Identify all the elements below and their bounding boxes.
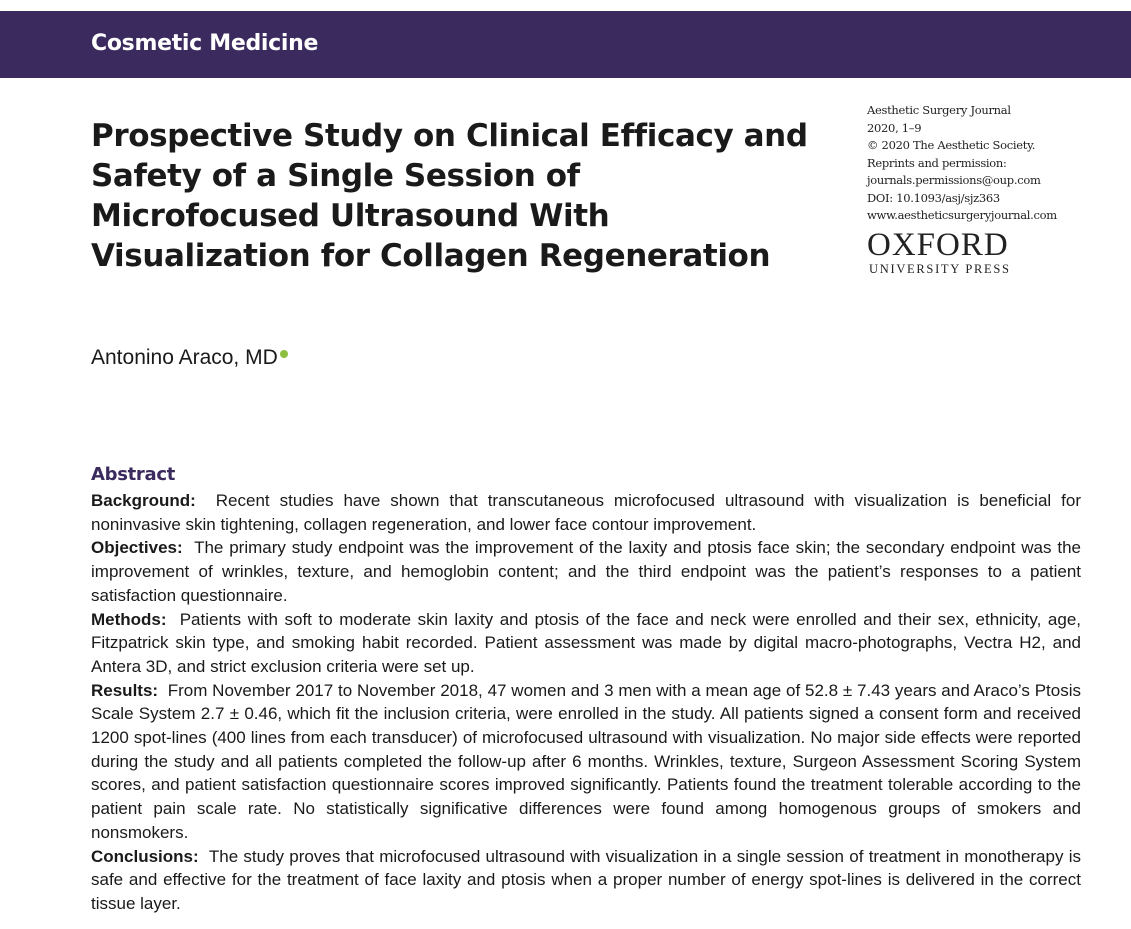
orcid-icon[interactable] [280, 350, 288, 358]
abstract-heading: Abstract [91, 464, 176, 485]
objectives-text: The primary study endpoint was the improvement of the laxity and ptosis face skin; the secondary endpoint was the improvement of wrinkles, texture, and hemoglobin content; and the third endpoint was the patient’s responses to a patient satisfaction questionnaire. [91, 538, 1082, 605]
journal-website[interactable]: www.aestheticsurgeryjournal.com [867, 208, 1057, 222]
results-label: Results: [91, 680, 159, 700]
oxford-logo [867, 228, 1037, 276]
background-text: Recent studies have shown that transcutaneous microfocused ultrasound with visualization is beneficial for noninvasive skin tightening, collagen regeneration, and lower face contour improvement. [91, 491, 1081, 534]
journal-info [867, 102, 1107, 225]
author-line [91, 346, 288, 370]
methods-label: Methods: [91, 609, 167, 629]
abstract-background [91, 489, 1081, 536]
abstract-methods [91, 608, 1081, 679]
article-title: Prospective Study on Clinical Efficacy and Safety of a Single Session of Microfocused Ultrasound With Visualization for Collagen Regeneration [91, 118, 808, 274]
copyright-notice: © 2020 The Aesthetic Society. [867, 138, 1036, 152]
objectives-label: Objectives: [91, 538, 183, 558]
abstract-objectives [91, 536, 1081, 607]
author-name: Antonino Araco, MD [91, 346, 278, 369]
section-banner [0, 11, 1131, 78]
doi[interactable]: DOI: 10.1093/asj/sjz363 [867, 190, 1000, 205]
conclusions-label: Conclusions: [91, 846, 199, 866]
abstract-results [91, 679, 1081, 845]
publisher-subtitle: UNIVERSITY PRESS [869, 262, 1011, 276]
publisher-name: OXFORD [867, 227, 1009, 263]
conclusions-text: The study proves that microfocused ultrasound with visualization in a single session of treatment in monotherapy is safe and effective for the treatment of face laxity and ptosis when a proper number of energy spot-lines is delivered in the correct tissue layer. [91, 846, 1081, 913]
abstract-conclusions [91, 845, 1081, 916]
background-label: Background: [91, 491, 196, 510]
journal-issue: 2020, 1–9 [867, 120, 922, 135]
abstract-body [91, 489, 1081, 916]
results-text: From November 2017 to November 2018, 47 women and 3 men with a mean age of 52.8 ± 7.43 years and Araco’s Ptosis Scale System 2.7 ± 0.46, which fit the inclusion criteria, were enrolled in the study. All patients signed a consent form and received 1200 spot-lines (400 lines from each transducer) of microfocused ultrasound with visualization. No major side effects were reported during the study and all patients completed the follow-up after 6 months. Wrinkles, texture, Surgeon Assessment Scoring System scores, and patient satisfaction questionnaire scores improved significantly. Patients found the treatment tolerable according to the patient pain scale rate. No statistically significative differences were found among homogenous groups of smokers and nonsmokers. [91, 680, 1082, 842]
journal-name: Aesthetic Surgery Journal [867, 103, 1011, 117]
reprints-label: Reprints and permission: [867, 155, 1007, 170]
page-top-margin [0, 0, 1131, 11]
methods-text: Patients with soft to moderate skin laxity and ptosis of the face and neck were enrolled and their sex, ethnicity, age, Fitzpatrick skin type, and smoking habit recorded. Patient assessment was made by digital macro-photographs, Vectra H2, and Antera 3D, and strict exclusion criteria were set up. [91, 609, 1082, 676]
permissions-email[interactable]: journals.permissions@oup.com [867, 173, 1041, 187]
section-label: Cosmetic Medicine [91, 31, 319, 56]
